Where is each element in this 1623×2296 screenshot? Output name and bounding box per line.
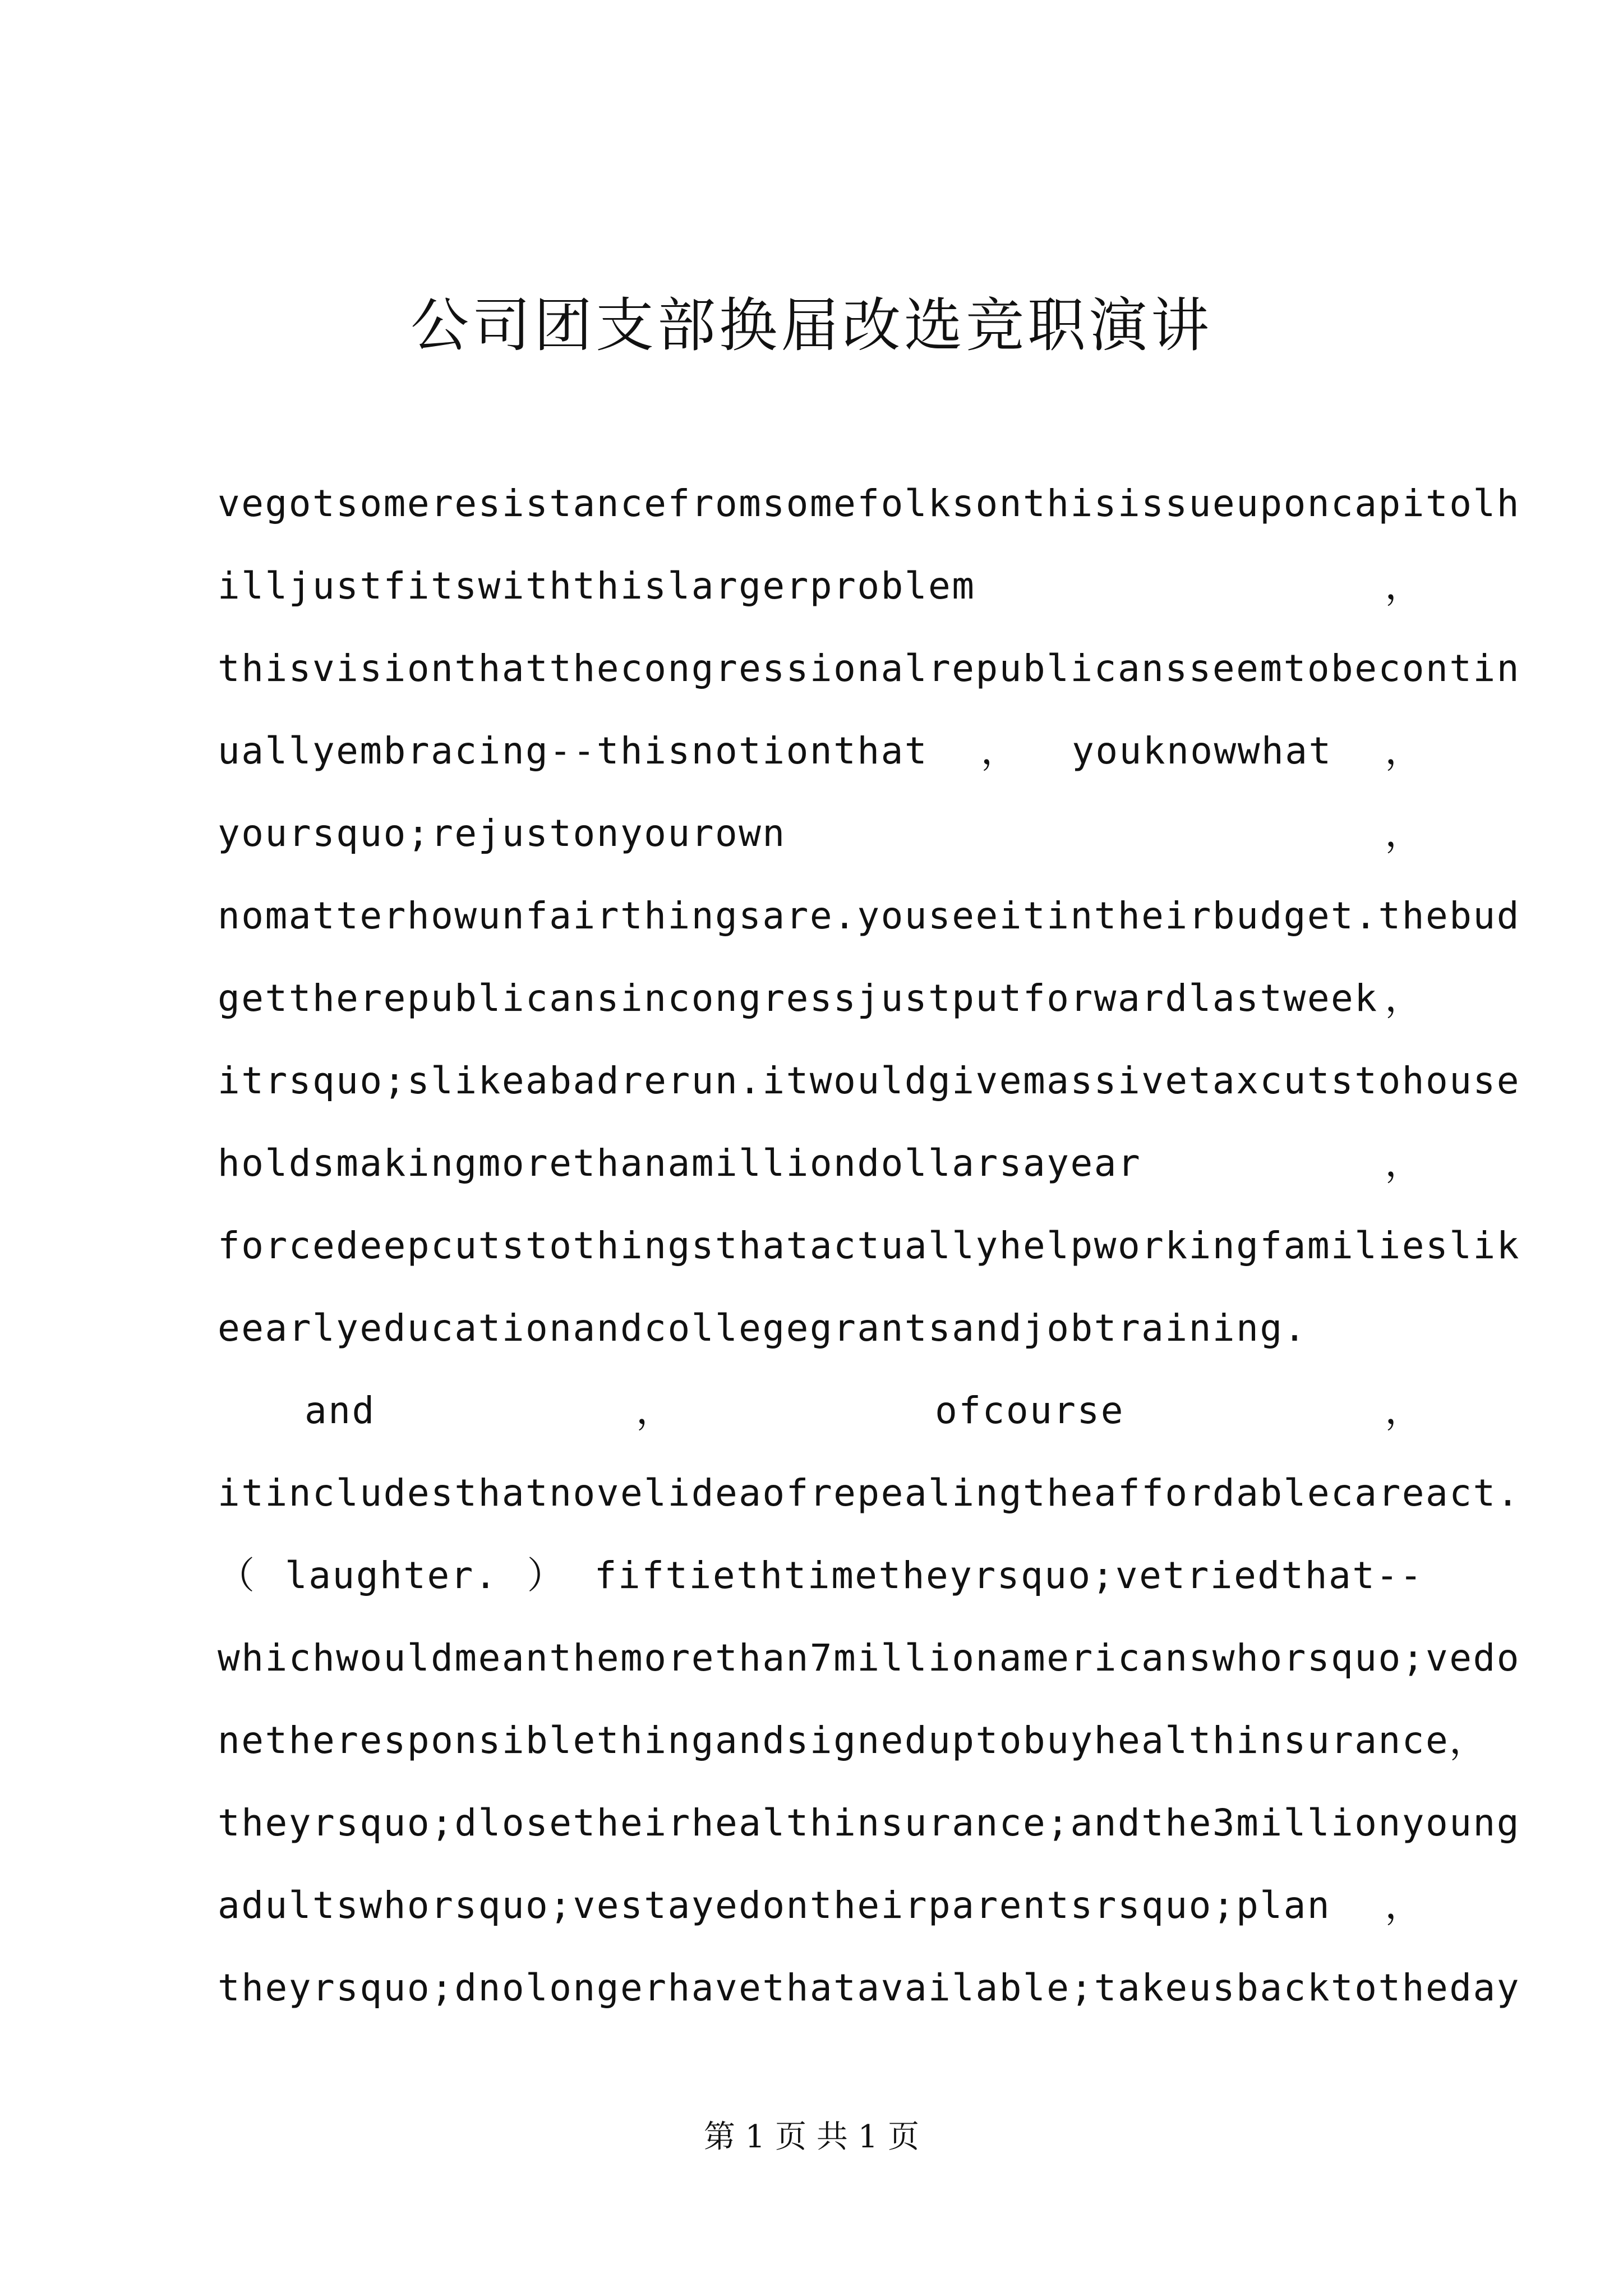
line-text: ， xyxy=(636,1389,675,1432)
line-text: itincludesthatnovelideaofrepealingtheaffordablecareact. xyxy=(218,1471,1520,1515)
line-text: ， xyxy=(1385,812,1423,855)
line-text: nomatterhowunfairthingsare.youseeitintheirbudget.thebud xyxy=(218,894,1520,937)
line-text: gettherepublicansincongressjustputforwardlastweek xyxy=(218,977,1378,1020)
body-line xyxy=(218,1960,1520,2042)
body-line xyxy=(218,1053,1520,1135)
line-text: theyrsquo;dlosetheirhealthinsurance;andthe3millionyoung xyxy=(218,1801,1520,1844)
line-text: fiftiethtimetheyrsquo;vetriedthat-- xyxy=(594,1554,1423,1597)
body-line xyxy=(218,1465,1520,1548)
document-body xyxy=(218,476,1520,2042)
line-text: ， xyxy=(1449,1719,1488,1762)
line-text: ， xyxy=(1385,564,1423,608)
line-text: theyrsquo;dnolongerhavethatavailable;takeusbacktotheday xyxy=(218,1966,1520,2009)
line-text: ， xyxy=(1385,729,1423,772)
body-line xyxy=(218,1300,1423,1383)
body-line xyxy=(218,641,1520,723)
line-text: ， xyxy=(1385,1884,1423,1927)
line-text: ， xyxy=(1385,1142,1423,1185)
body-line xyxy=(218,888,1520,970)
line-text: yoursquo;rejustonyourown xyxy=(218,812,786,855)
line-text: ） xyxy=(527,1554,566,1597)
line-text: forcedeepcutstothingsthatactuallyhelpworkingfamilieslik xyxy=(218,1224,1520,1267)
line-text: and xyxy=(305,1389,376,1432)
line-text: adultswhorsquo;vestayedontheirparentsrsquo;plan xyxy=(218,1884,1331,1927)
line-text: laughter. xyxy=(285,1554,499,1597)
body-line xyxy=(218,806,1423,888)
body-line xyxy=(218,558,1423,641)
line-text: vegotsomeresistancefromsomefolksonthisissueuponcapitolh xyxy=(218,482,1520,525)
line-text: thisvisionthatthecongressionalrepublicansseemtobecontin xyxy=(218,647,1520,690)
body-line xyxy=(218,1135,1423,1218)
document-title: 公司团支部换届改选竞职演讲 xyxy=(410,291,1212,360)
body-line xyxy=(218,1218,1520,1300)
line-text: eearlyeducationandcollegegrantsandjobtraining. xyxy=(218,1306,1307,1350)
line-text: netheresponsiblethingandsigneduptobuyhealthinsurance xyxy=(218,1719,1450,1762)
line-text: ofcourse xyxy=(935,1389,1125,1432)
line-text: ， xyxy=(1385,1389,1423,1432)
body-line xyxy=(218,1383,1423,1465)
line-text: youknowwhat xyxy=(1072,729,1332,772)
body-line xyxy=(218,1713,1488,1795)
body-line xyxy=(218,1630,1520,1713)
body-line xyxy=(218,1548,1423,1630)
body-line xyxy=(218,970,1423,1053)
line-text: ， xyxy=(980,729,1020,772)
line-text: itrsquo;slikeabadrerun.itwouldgivemassivetaxcutstohouse xyxy=(218,1059,1520,1102)
body-line xyxy=(218,723,1423,806)
line-text: illjustfitswiththislargerproblem xyxy=(218,564,976,608)
line-text: uallyembracing--thisnotionthat xyxy=(218,729,929,772)
page-footer: 第 1 页 共 1 页 xyxy=(703,2119,920,2155)
line-text: whichwouldmeanthemorethan7millionamericanswhorsquo;vedo xyxy=(218,1636,1520,1680)
body-line xyxy=(218,1878,1423,1960)
line-text: holdsmakingmorethanamilliondollarsayear xyxy=(218,1142,1142,1185)
line-text: （ xyxy=(218,1554,256,1597)
body-line xyxy=(218,476,1520,558)
line-text: ， xyxy=(1385,977,1423,1020)
body-line xyxy=(218,1795,1520,1878)
